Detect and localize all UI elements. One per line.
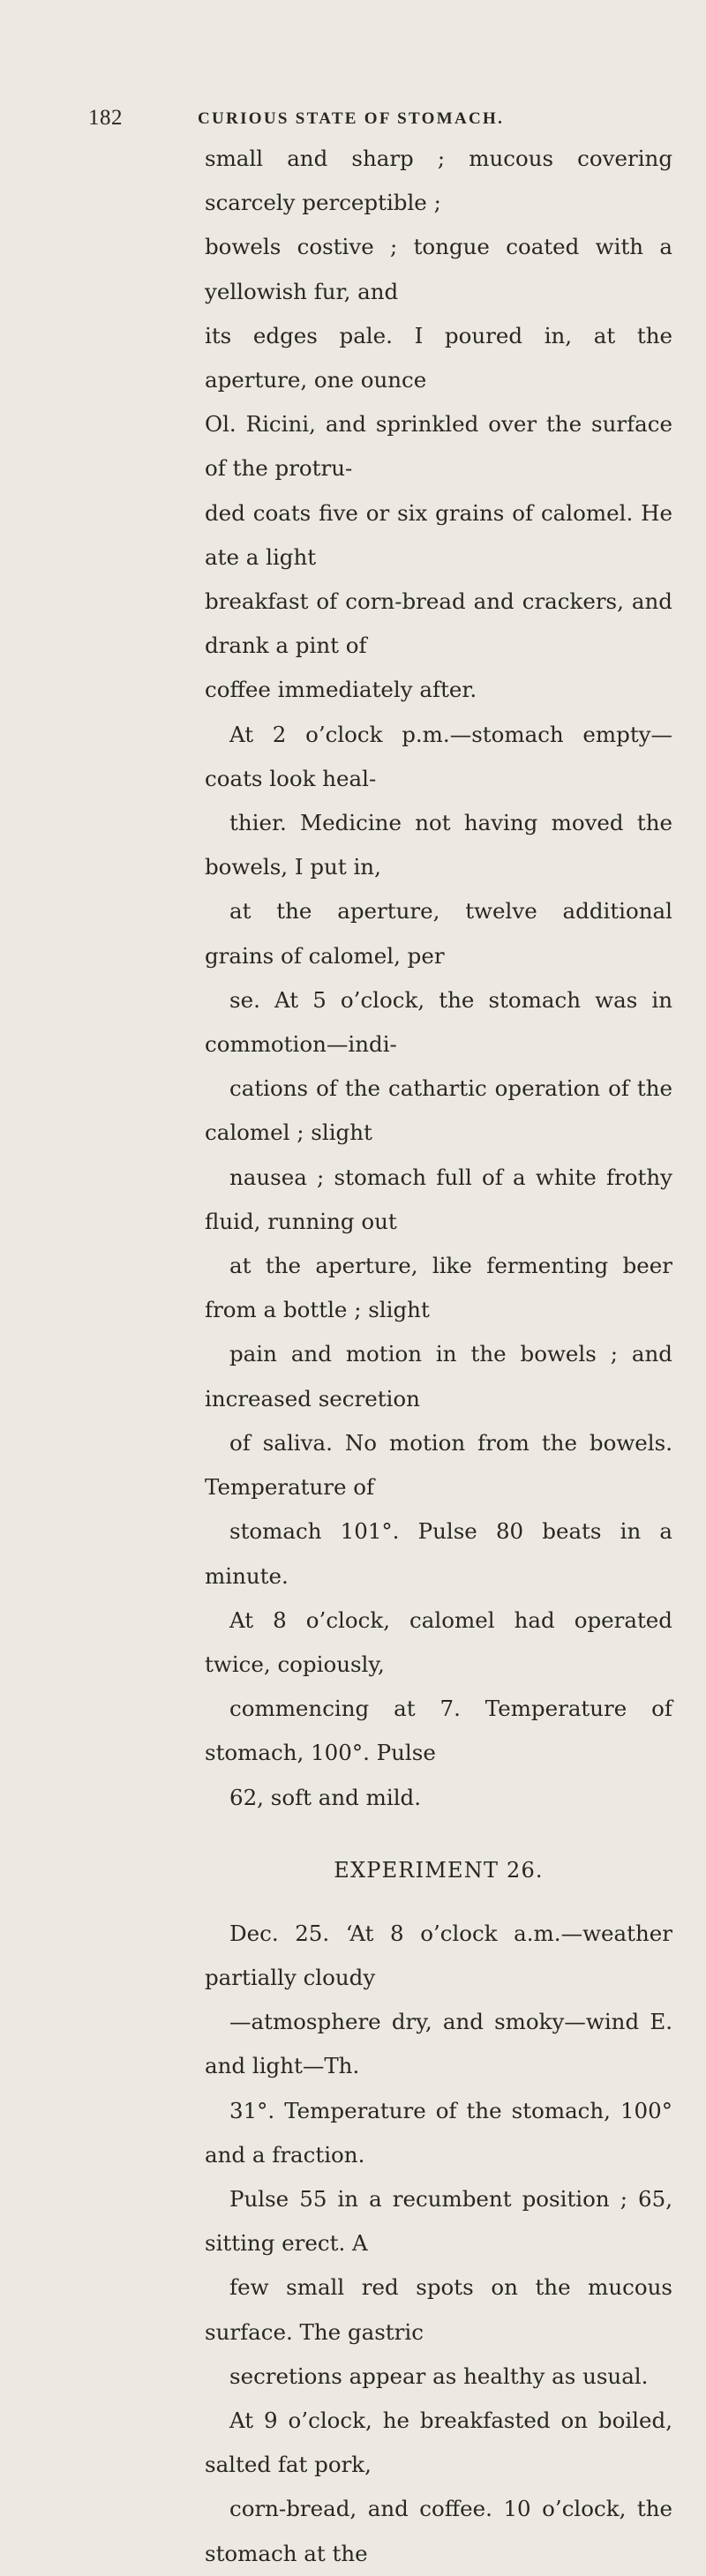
- paragraph-5: [205, 2399, 672, 2576]
- running-title: CURIOUS STATE OF STOMACH.: [198, 109, 505, 128]
- text-line: small and sharp ; mucous covering scarcely perceptible ;: [205, 146, 672, 216]
- text-line: of saliva. No motion from the bowels. Temperature of: [205, 1429, 672, 1501]
- text-line: At 8 o’clock, calomel had operated twice, copiously,: [205, 1606, 672, 1677]
- text-line: commencing at 7. Temperature of stomach, 100°. Pulse: [205, 1696, 672, 1766]
- text-line: Pulse 55 in a recumbent position ; 65, sitting erect. A: [205, 2185, 672, 2257]
- text-line: stomach 101°. Pulse 80 beats in a minute.: [205, 1518, 672, 1589]
- text-line: few small red spots on the mucous surface. The gastric: [205, 2274, 672, 2345]
- text-line: at the aperture, like fermenting beer from a bottle ; slight: [205, 1253, 672, 1323]
- paragraph-3: [205, 1599, 672, 1820]
- text-line: corn-bread, and coffee. 10 o’clock, the stomach at the: [205, 2496, 672, 2566]
- text-line: thier. Medicine not having moved the bowels, I put in,: [205, 810, 672, 880]
- text-line: bowels costive ; tongue coated with a yellowish fur, and: [205, 234, 672, 304]
- paragraph-4: [205, 1912, 672, 2399]
- text-line: —atmosphere dry, and smoky—wind E. and light—Th.: [205, 2009, 672, 2079]
- text-line: pain and motion in the bowels ; and increased secretion: [205, 1341, 672, 1412]
- running-head: [88, 106, 672, 132]
- text-line: cations of the cathartic operation of the calomel ; slight: [205, 1075, 672, 1146]
- page-number: 182: [88, 106, 123, 130]
- text-line: Dec. 25. ‘At 8 o’clock a.m.—weather partially cloudy: [205, 1920, 672, 1990]
- text-line: At 9 o’clock, he breakfasted on boiled, salted fat pork,: [205, 2407, 672, 2478]
- paragraph-1: [205, 137, 672, 713]
- text-line: at the aperture, twelve additional grains of calomel, per: [205, 898, 672, 969]
- experiment-heading: EXPERIMENT 26.: [334, 1857, 544, 1883]
- text-line: At 2 o’clock p.m.—stomach empty—coats look heal-: [205, 721, 672, 791]
- text-line: Ol. Ricini, and sprinkled over the surface of the protru-: [205, 411, 672, 482]
- body-text: [205, 137, 672, 2576]
- text-line: breakfast of corn-bread and crackers, and drank a pint of: [205, 588, 672, 659]
- paragraph-2: [205, 713, 672, 1599]
- text-line: secretions appear as healthy as usual.: [229, 2363, 649, 2389]
- text-line: its edges pale. I poured in, at the aperture, one ounce: [205, 322, 672, 393]
- text-line: coffee immediately after.: [205, 677, 477, 703]
- text-line: se. At 5 o’clock, the stomach was in commotion—indi-: [205, 986, 672, 1058]
- text-line: ded coats five or six grains of calomel. He ate a light: [205, 499, 672, 570]
- text-line: 31°. Temperature of the stomach, 100° and a fraction.: [205, 2097, 672, 2168]
- text-line: 62, soft and mild.: [229, 1784, 422, 1810]
- text-line: nausea ; stomach full of a white frothy fluid, running out: [205, 1164, 672, 1234]
